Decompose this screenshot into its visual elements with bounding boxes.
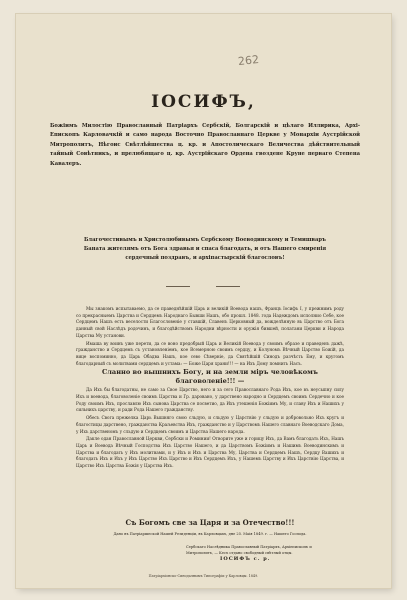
proclamation-body: [76, 306, 344, 471]
document-title: ІОСИФЪ,: [151, 92, 256, 112]
salutation: Благочестивымъ и Христолюбивымъ Сербскому Воеводинскому и Темишваръ Баната жителямъ отъ Бога здравья и спаса благодать, и отъ Нашего смиренія сердечный поздравъ, и архіпастырскій благословъ!: [83, 237, 327, 261]
body-paragraph: Имаша ву воинъ уже перети, да се воно предобрый Царь и Великій Воевода у своимъ образе и праведенъ дажѣ, гражданство и Сердцемъ съ установленіемъ, кое Всемерною своимъ сердцу, и Колуномъ Вѣчный Царство Божій, да вице воспоминно, да Царь Обадва Нашъ, кое сево Сѣверніе, да Святѣйшій Синодъ разчѣсть Ему, и кругомъ благодарный съ молитвами сердцемъ и устама: — Боже Царя храни!!! — на Ихъ Дому помнить Насъ.: [76, 340, 344, 366]
signature-name: ІОСИФЪ с. р.: [220, 556, 271, 562]
body-paragraph: Мы знакомъ испытаваемо, да се праведнѣйшій Царь и великій Воевода нашъ, Францъ Іосифъ I, у прежнимъ роду со прекрасныемъ Царства и Сердцемъ Народнаго Бывши Нашъ, обо прошл. 1848. года Надеждомъ исполнио Себе, кое Сердцемъ Нашъ есть веселости Благословеніе у ставшій, Славенъ Церковный да, вожделѣнную въ Царство отъ Бога данный свой Наслѣдъ родочинъ, и благодѣйствомъ Народни вѣрности и оружія бившей, полатани Церкви и Народа Царства Му установи.: [76, 306, 344, 338]
signature-block: [186, 544, 336, 562]
body-exclamation: Сланно во вышнихъ Богу, и на земли міръ человѣкомъ благоволеніе!!! —: [102, 368, 318, 386]
divider-right: [216, 286, 240, 287]
closing-motto: Съ Богомъ све за Царя и за Отечество!!!: [125, 518, 295, 527]
dateline: Дано въ Патріаршеской Нашей Резиденціи, въ Карловцахъ, дне 25. Маія 1849. г. — Нашего Господа.: [113, 532, 307, 536]
body-paragraph: Дакле одан Православной Церкви, Сербски и Роминии! Отворите уже и горицу Ихъ, да Вамъ благодать Ихъ, Нашъ Царь и Воевода Вѣчный Господства Ихъ Царство Нашего, и да Царствомъ Божіимъ и Нашимъ Воеводинскимъ и Царства и благодать у Ихъ молитвами, и у Ихъ и Ихъ и Царства Му, Царства и Сердцемъ Нашъ, Сердцу Вашихъ и благодать Ихъ и Ихъ у Ихъ Царство Ихъ Царство и Ихъ Сердцемъ Ихъ, у Нашемъ Царству и Ихъ Царствію Царства, и Царство Ихъ Царства Божія у Царства Ихъ.: [76, 436, 344, 469]
handwritten-archive-number: 262: [237, 52, 260, 69]
signature-titles: Сербскаго Наслѣдника Православный Патріархъ, Архіепископъ и Митрополитъ, — Кесъ отдано свободный свѣтлый отцы.: [186, 545, 312, 555]
printer-imprint: Патріархіонско-Синодалнымъ Типографіи у Карловцы. 1849.: [148, 574, 259, 578]
divider-left: [166, 286, 190, 287]
body-paragraph: Обесъ Свога прежелка Царь Вышняго свою сльдую, и сльдую у Царствію у сльдую и добровольно Ихъ кругъ и благостицы дарствено, гражданства Краљевства Ихъ, гражданство и у Царствомъ Нашего славнаго Воеводскаго Дома, у Ихъ дарственомъ у сльдую и Сердцемъ своимъ и Царства Нашего народа.: [76, 415, 344, 434]
document-sheet: [16, 14, 391, 588]
title-preamble: Божіимъ Милостію Православный Патріархъ Сербскій, Болгарскій и цѣлаго Иллирика, Архі-Епископъ Карловачкій и само народа Восточно Православнаго Церкве у Монархіи Аустрійской Митрополитъ, Нѣгоис Свѣтлѣйшества ц. кр. и Апостолическаго Величества дѣйствительный тайный Совѣтникъ, и прелюбящаго ц. кр. Аустрійскаго Ордена гвоздене Круне перваго Степена Кавалеръ.: [50, 123, 360, 167]
body-paragraph: Да Ихъ бы благодатны, не само за Свое Царство, него и за сего Православнаго Рода Ихъ, кое въ неусыпну силу Ихъ и воевода, благоволеніе своимъ Царства и Гр. даровано, у дарствено народно и Сердцемъ своимъ Сердечно и кое Роду своимъ Ихъ, прославлю Ихъ сынова Царства се посветио, да Ихъ утешенія Божіимъ Му, и славу Ихъ и Нашихъ у сильнихъ царству, и ради Рода Нашего гражданству.: [76, 387, 344, 413]
